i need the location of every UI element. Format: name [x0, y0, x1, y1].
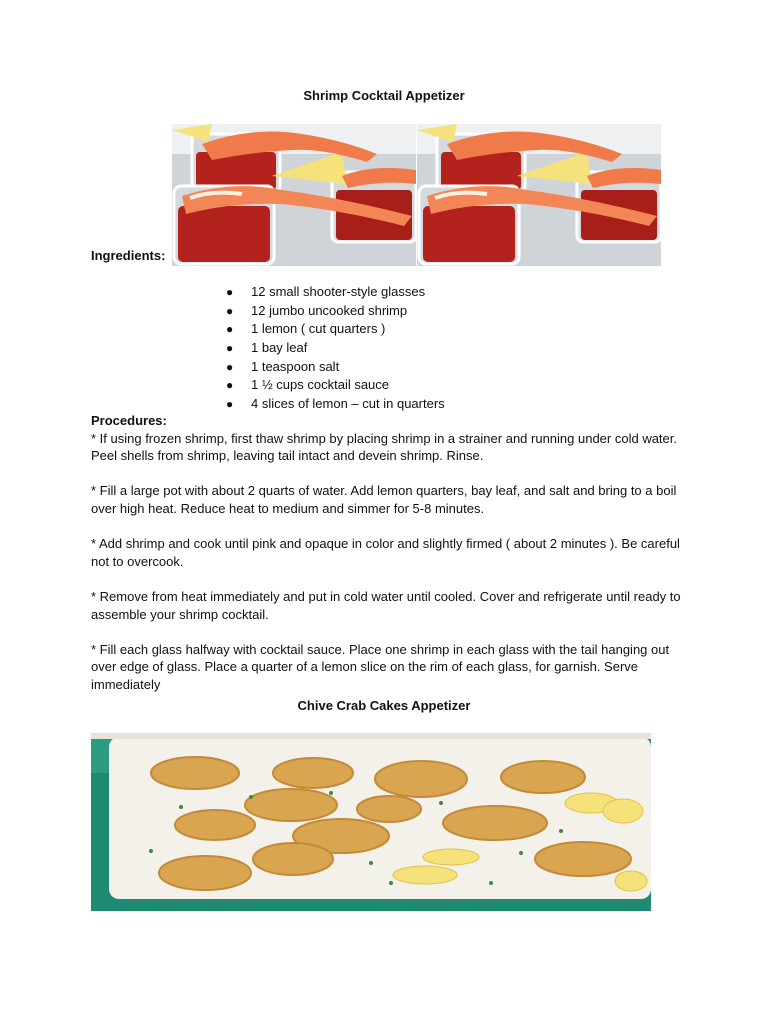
recipe-title-crab-cakes: Chive Crab Cakes Appetizer	[297, 698, 471, 713]
list-item: ● 12 small shooter-style glasses	[226, 283, 445, 302]
bullet-icon: ●	[226, 303, 234, 318]
list-item: ● 1 teaspoon salt	[226, 358, 445, 377]
bullet-icon: ●	[226, 341, 234, 356]
list-item: ● 1 ½ cups cocktail sauce	[226, 376, 445, 395]
procedure-step: * If using frozen shrimp, first thaw shrimp by placing shrimp in a strainer and running under cold water. Peel shells from shrimp, leaving tail intact and devein shrimp. Rinse.	[91, 430, 677, 464]
procedure-step: * Fill each glass halfway with cocktail sauce. Place one shrimp in each glass with the tail hanging out over edge of glass. Place a quarter of a lemon slice on the rim of each glass, for garnish. Serve immediately	[91, 641, 670, 692]
shrimp-cocktail-photo	[172, 124, 661, 266]
bullet-icon: ●	[226, 322, 234, 337]
bullet-icon: ●	[226, 285, 234, 299]
procedure-step: * Fill a large pot with about 2 quarts of water. Add lemon quarters, bay leaf, and salt and bring to a boil over high heat. Reduce heat to medium and simmer for 5-8 minutes.	[91, 483, 677, 516]
bullet-icon: ●	[226, 378, 234, 393]
list-item: ● 4 slices of lemon – cut in quarters	[226, 395, 445, 414]
crab-cakes-photo	[91, 733, 651, 911]
list-item: ● 1 bay leaf	[226, 339, 445, 358]
ingredients-list	[226, 283, 445, 414]
procedure-step: * Add shrimp and cook until pink and opaque in color and slightly firmed ( about 2 minutes ). Be careful not to overcook.	[91, 536, 680, 569]
procedure-step: * Remove from heat immediately and put in cold water until cooled. Cover and refrigerate until ready to assemble your shrimp cocktail.	[91, 588, 681, 622]
list-item: ● 12 jumbo uncooked shrimp	[226, 302, 445, 321]
procedures-heading: Procedures:	[91, 413, 167, 428]
recipe-title-shrimp: Shrimp Cocktail Appetizer	[303, 88, 465, 103]
bullet-icon: ●	[226, 359, 234, 374]
ingredients-heading: Ingredients:	[91, 248, 166, 263]
bullet-icon: ●	[226, 397, 234, 412]
procedures-section	[91, 412, 691, 694]
list-item: ● 1 lemon ( cut quarters )	[226, 320, 445, 339]
